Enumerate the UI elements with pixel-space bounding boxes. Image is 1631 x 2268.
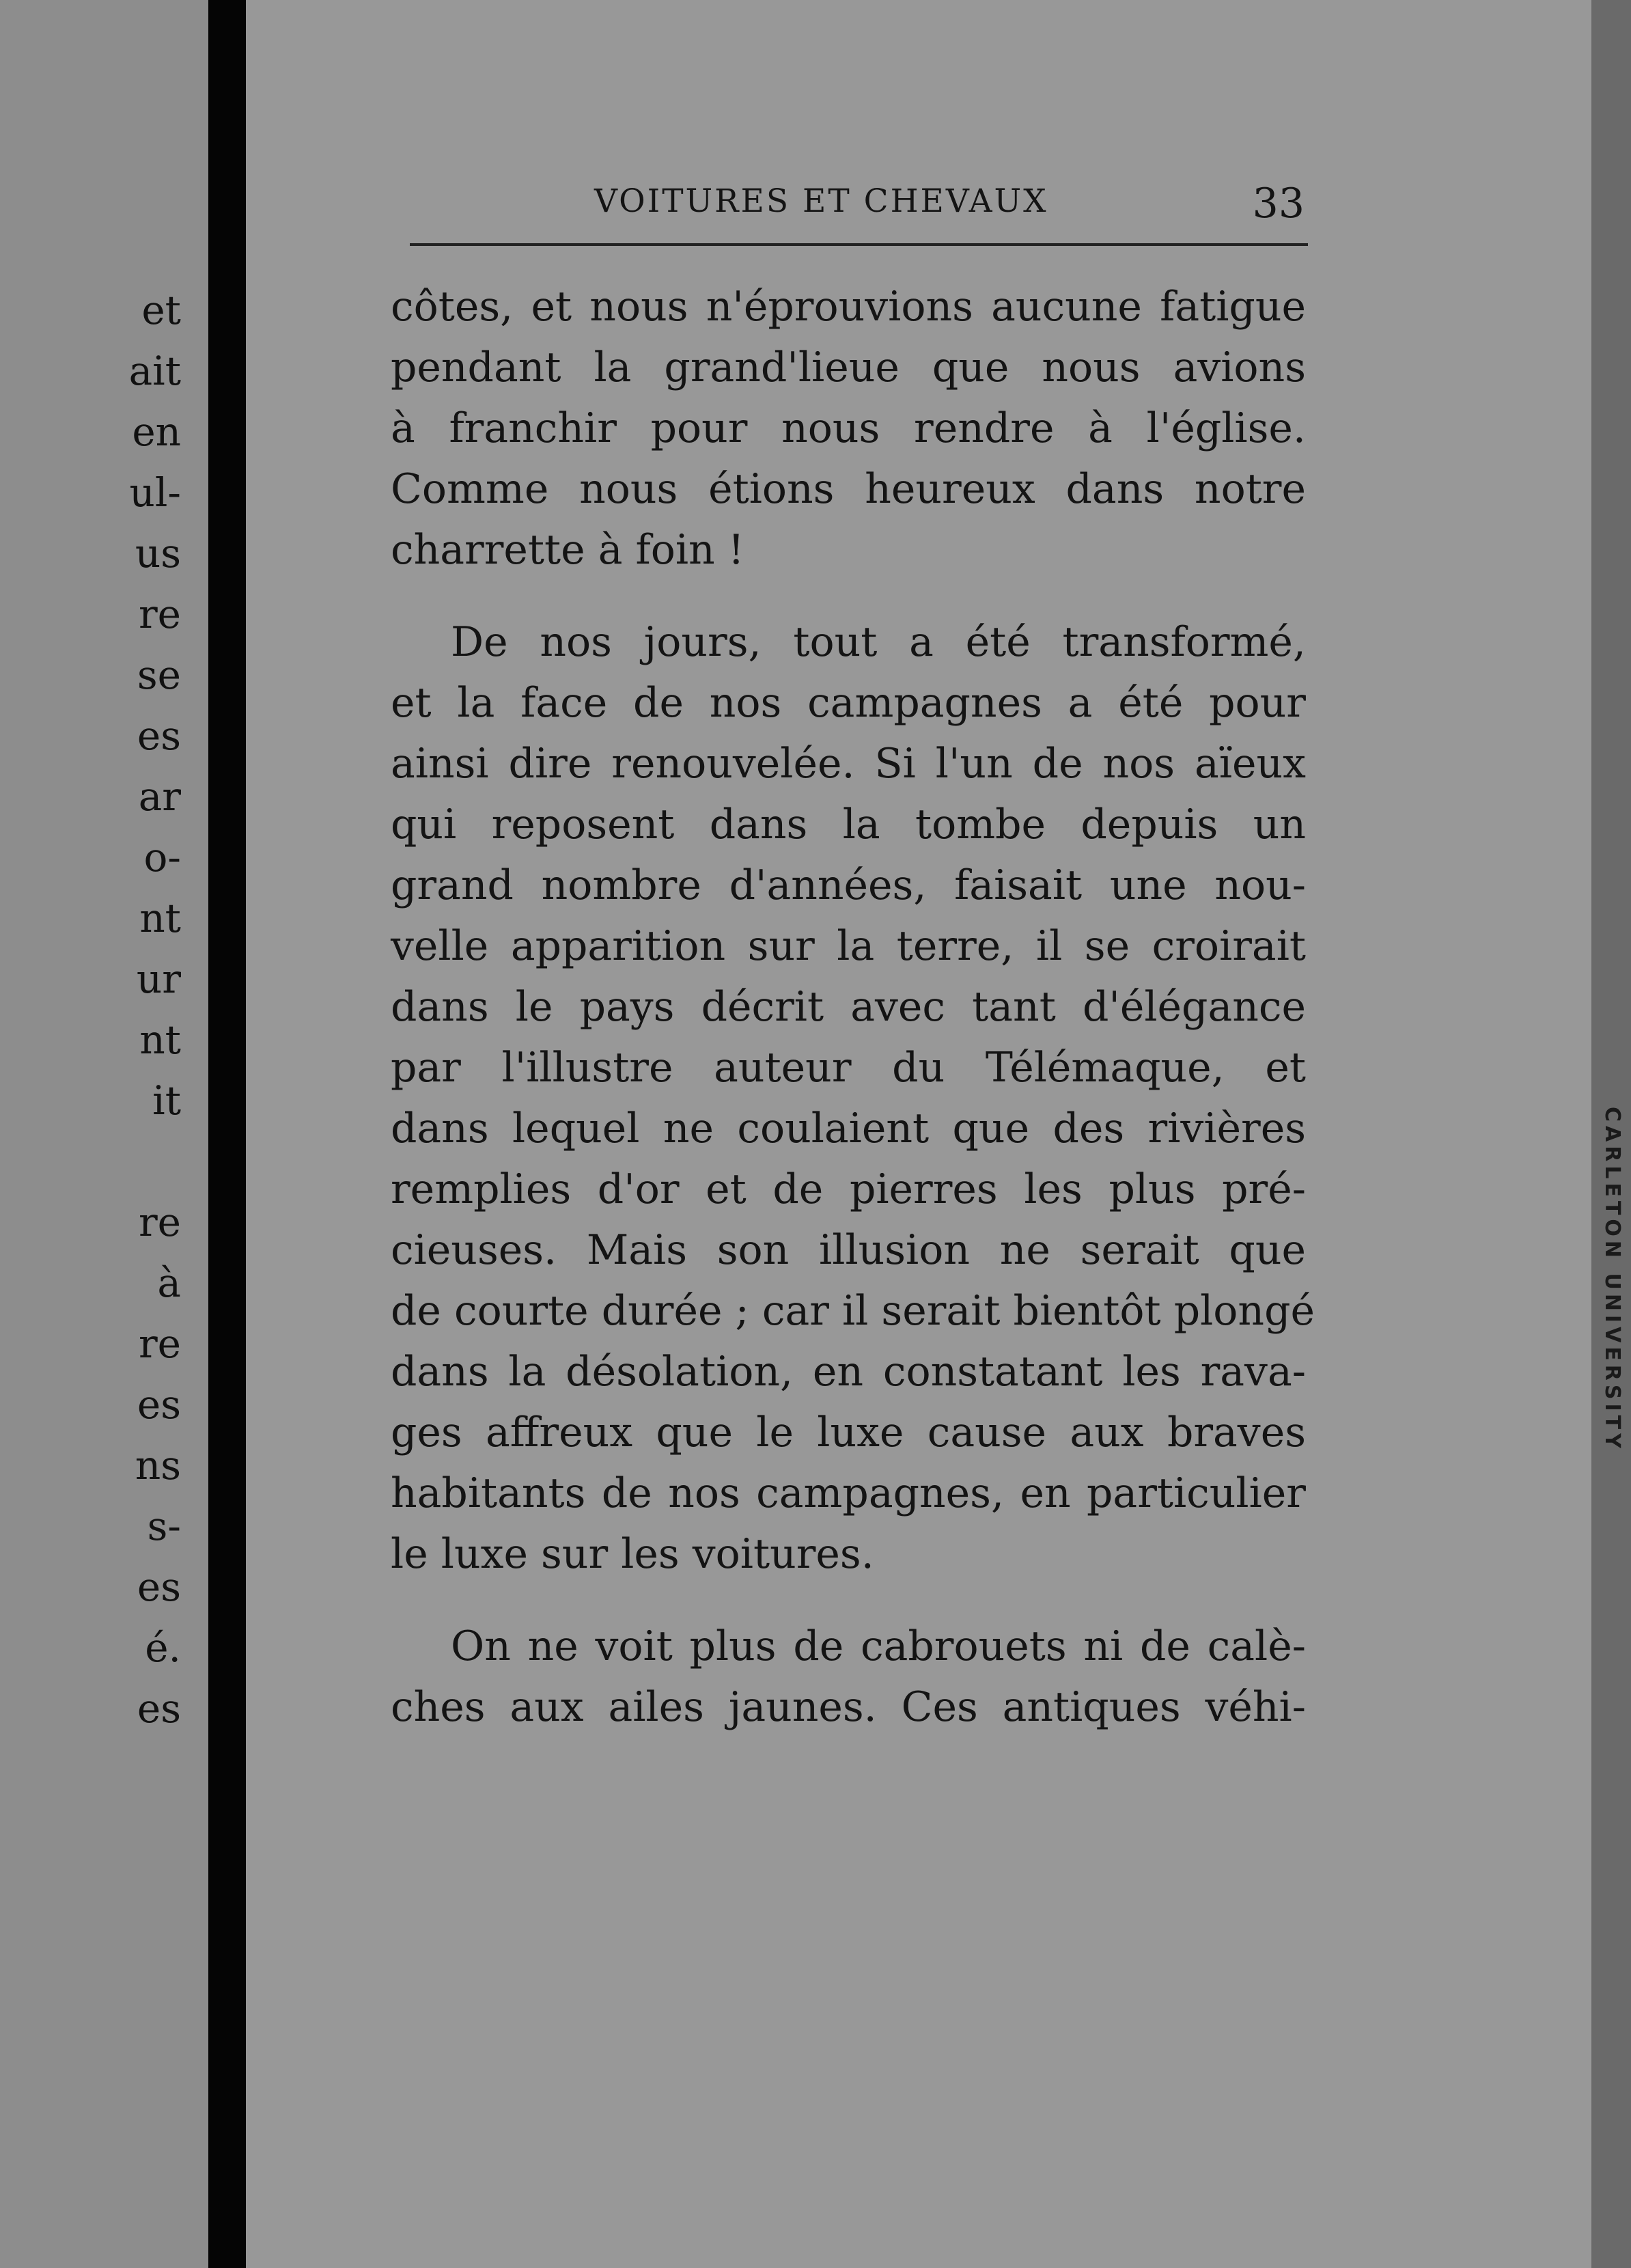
fragment <box>0 1131 208 1192</box>
text-line: cieuses. Mais son illusion ne serait que <box>391 1226 1306 1274</box>
fragment: es <box>137 1685 181 1732</box>
fragment: re <box>138 591 181 637</box>
text-line: côtes, et nous n'éprouvions aucune fatigue <box>391 283 1306 331</box>
paragraph-3 <box>391 1616 1306 1738</box>
fragment: o- <box>143 834 181 881</box>
fragment: é. <box>145 1624 181 1671</box>
fragment: es <box>137 1564 181 1610</box>
fragment: ur <box>136 956 181 1002</box>
text-line: à franchir pour nous rendre à l'église. <box>391 404 1306 452</box>
fragment: re <box>138 1199 181 1245</box>
running-head <box>410 174 1318 236</box>
text-line: par l'illustre auteur du Télémaque, et <box>391 1044 1306 1092</box>
paragraph-2 <box>391 612 1315 1585</box>
fragment: se <box>137 652 181 698</box>
fragment: ar <box>138 773 181 820</box>
running-title: VOITURES ET CHEVAUX <box>594 182 1048 220</box>
fragment: et <box>141 287 181 333</box>
spine-label: CARLETON UNIVERSITY <box>1600 1107 1624 1452</box>
text-line: dans le pays décrit avec tant d'élégance <box>391 983 1306 1031</box>
text-line: grand nombre d'années, faisait une nou- <box>391 861 1306 909</box>
fragment: re <box>138 1320 181 1367</box>
fragment: nt <box>139 895 181 941</box>
text-line: habitants de nos campagnes, en particulier <box>391 1469 1306 1517</box>
text-line: pendant la grand'lieue que nous avions <box>391 344 1306 391</box>
fragment: ns <box>135 1442 181 1489</box>
text-line: De nos jours, tout a été transformé, <box>451 618 1306 666</box>
fragment: us <box>135 530 181 577</box>
fragment: ul- <box>129 469 181 516</box>
text-line: de courte durée ; car il serait bientôt plongé <box>391 1287 1315 1335</box>
text-line: ainsi dire renouvelée. Si l'un de nos aïeux <box>391 740 1306 788</box>
header-rule <box>410 243 1308 246</box>
paragraph-gap <box>391 581 1306 612</box>
text-line: dans lequel ne coulaient que des rivières <box>391 1105 1306 1152</box>
paragraph-gap <box>391 1585 1306 1616</box>
text-line: velle apparition sur la terre, il se croirait <box>391 922 1306 970</box>
fragment: en <box>132 409 181 455</box>
text-line: charrette à foin ! <box>391 526 744 574</box>
text-line: On ne voit plus de cabrouets ni de calè- <box>451 1622 1306 1670</box>
fragment: à <box>157 1260 181 1306</box>
fragment: nt <box>139 1017 181 1063</box>
text-line: ches aux ailes jaunes. Ces antiques véhi- <box>391 1683 1306 1731</box>
fragment: it <box>152 1077 181 1124</box>
fragment: s- <box>147 1503 181 1549</box>
body-text <box>391 277 1315 1738</box>
fragment: es <box>137 713 181 759</box>
text-line: remplies d'or et de pierres les plus pré- <box>391 1165 1306 1213</box>
book-gutter <box>208 0 246 2268</box>
text-line: et la face de nos campagnes a été pour <box>391 679 1306 727</box>
fragment: es <box>137 1381 181 1428</box>
previous-page-edge <box>0 0 208 2268</box>
text-line: Comme nous étions heureux dans notre <box>391 465 1306 513</box>
fragment: ait <box>128 348 181 394</box>
paragraph-1 <box>391 277 1306 581</box>
text-line: qui reposent dans la tombe depuis un <box>391 801 1306 848</box>
previous-page-text-fragments <box>0 280 208 1739</box>
text-line: dans la désolation, en constatant les rava- <box>391 1348 1306 1396</box>
text-line: ges affreux que le luxe cause aux braves <box>391 1409 1306 1456</box>
page-number: 33 <box>1252 180 1305 227</box>
text-line: le luxe sur les voitures. <box>391 1530 874 1578</box>
